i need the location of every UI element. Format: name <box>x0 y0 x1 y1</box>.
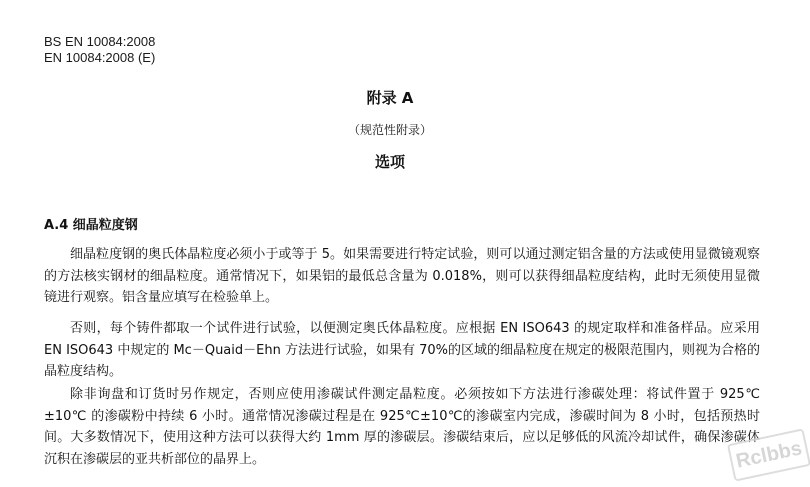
paragraph-2: 否则，每个铸件都取一个试件进行试验，以便测定奥氏体晶粒度。应根据 EN ISO643 的规定取样和准备样品。应采用 EN ISO643 中规定的 Mc－Quaid－Ehn 方法进行试验，如果有 70%的区域的细晶粒度在规定的极限范围内，则视为合格的晶粒度结构。 <box>44 321 760 379</box>
annex-subtitle: （规范性附录） <box>347 123 432 137</box>
paragraph-3: 除非询盘和订货时另作规定，否则应使用渗碳试件测定晶粒度。必须按如下方法进行渗碳处理：将试件置于 925℃±10℃ 的渗碳粉中持续 6 小时。通常情况渗碳过程是在 925℃±10℃的渗碳室内完成，渗碳时间为 8 小时，包括预热时间。大多数情况下，使用这种方法可以获得大约 1mm 厚的渗碳层。渗碳结束后，应以足够低的风流冷却试件，确保渗碳体沉积在渗碳层的亚共析部位的晶界上。 <box>44 387 760 467</box>
annex-heading: 选项 <box>374 153 405 171</box>
standard-number-bs: BS EN 10084:2008 <box>44 34 156 49</box>
watermark-logo: Rclbbs <box>727 428 810 481</box>
annex-title: 附录 A <box>366 89 414 107</box>
standard-reference <box>44 34 155 66</box>
standard-number-en: EN 10084:2008 (E) <box>44 50 156 65</box>
clause-heading: A.4 细晶粒度钢 <box>44 218 138 233</box>
paragraph-1: 细晶粒度钢的奥氏体晶粒度必须小于或等于 5。如果需要进行特定试验，则可以通过测定铝含量的方法或使用显微镜观察的方法核实钢材的细晶粒度。通常情况下，如果铝的最低总含量为 0.018%，则可以获得细晶粒度结构，此时无须使用显微镜进行观察。铝含量应填写在检验单上。 <box>44 247 760 305</box>
